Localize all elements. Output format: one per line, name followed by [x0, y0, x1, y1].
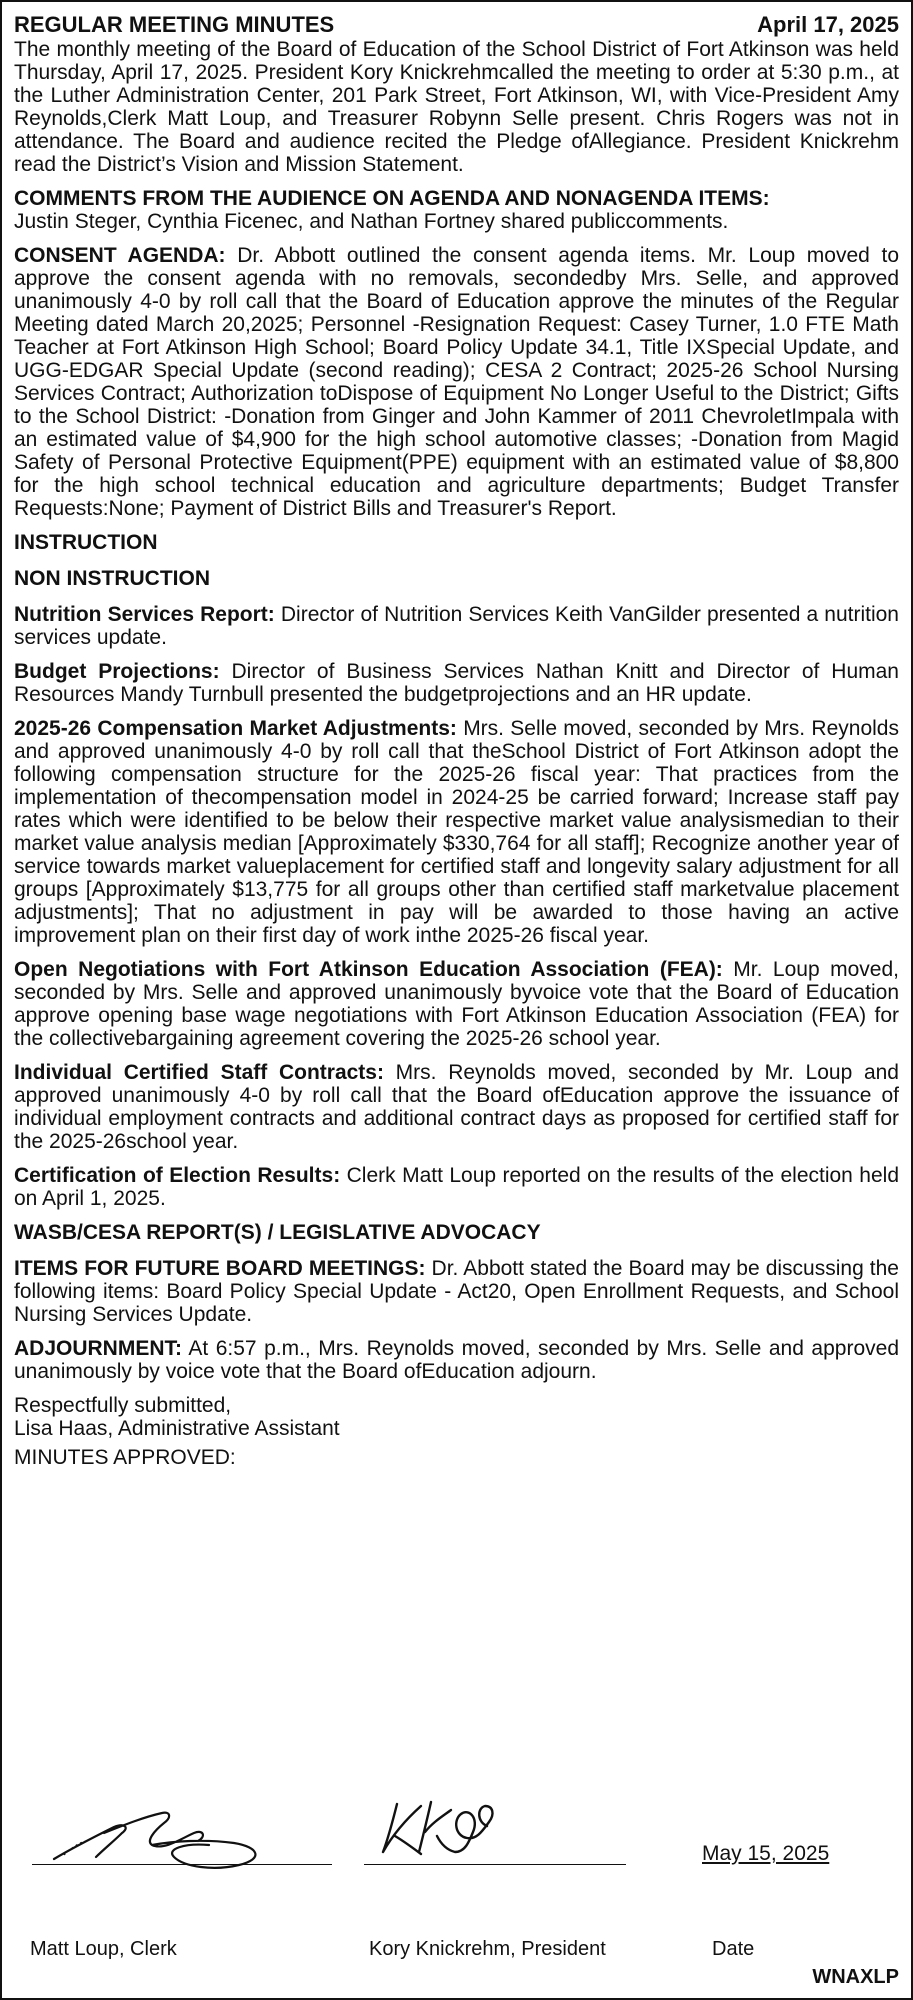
budget-section: [14, 660, 899, 706]
compensation-section: [14, 717, 899, 947]
contracts-text: Mrs. Reynolds moved, seconded by Mr. Loup and approved unanimously 4-0 by roll call that the Board ofEducation approve the issuance of individual employment contracts and additional contract days as proposed for certified staff for the 2025-26school year.: [14, 1061, 899, 1153]
president-signature: [369, 1792, 559, 1872]
election-text: Clerk Matt Loup reported on the results of the election held on April 1, 2025.: [14, 1164, 899, 1210]
negotiations-heading: Open Negotiations with Fort Atkinson Education Association (FEA):: [14, 958, 723, 981]
submitter-name: Lisa Haas, Administrative Assistant: [14, 1417, 340, 1440]
document-title: REGULAR MEETING MINUTES: [14, 12, 335, 37]
consent-section: [14, 244, 899, 520]
president-label: Kory Knickrehm, President: [369, 1938, 606, 1960]
clerk-signature-line: [32, 1864, 332, 1865]
intro-paragraph: The monthly meeting of the Board of Education of the School District of Fort Atkinson was held Thursday, April 17, 2025. President Kory Knickrehmcalled the meeting to order at 5:30 p.m., at the Luther Administration Center, 201 Park Street, Fort Atkinson, WI, with Vice-President Amy Reynolds,Clerk Matt Loup, and Treasurer Robynn Selle present. Chris Rogers was not in attendance. The Board and audience recited the Pledge ofAllegiance. President Knickrehm read the District’s Vision and Mission Statement.: [14, 38, 899, 176]
date-label: Date: [712, 1938, 755, 1960]
future-text: Dr. Abbott stated the Board may be discussing the following items: Board Policy Special Update - Act20, Open Enrollment Requests, and School Nursing Services Update.: [14, 1257, 899, 1326]
approval-date: May 15, 2025: [702, 1842, 830, 1865]
comments-heading: COMMENTS FROM THE AUDIENCE ON AGENDA AND NONAGENDA ITEMS:: [14, 187, 770, 210]
non-instruction-heading: NON INSTRUCTION: [14, 567, 210, 590]
signature-area: [14, 1792, 899, 1992]
president-signature-line: [364, 1864, 626, 1865]
document-header: [14, 12, 899, 37]
budget-text: Director of Business Services Nathan Knitt and Director of Human Resources Mandy Turnbull presented the budgetprojections and an HR update.: [14, 660, 899, 706]
clerk-label: Matt Loup, Clerk: [30, 1938, 177, 1960]
nutrition-text: Director of Nutrition Services Keith VanGilder presented a nutrition services update.: [14, 603, 899, 649]
negotiations-section: [14, 958, 899, 1050]
adjournment-text: At 6:57 p.m., Mrs. Reynolds moved, seconded by Mrs. Selle and approved unanimously by voice vote that the Board ofEducation adjourn.: [14, 1337, 899, 1383]
meeting-date: April 17, 2025: [757, 12, 899, 37]
compensation-text: Mrs. Selle moved, seconded by Mrs. Reynolds and approved unanimously 4-0 by roll call that theSchool District of Fort Atkinson adopt the following compensation structure for the 2025-26 fiscal year: That practices from the implementation of thecompensation model in 2024-25 be carried forward; Increase staff pay rates which were identified to be below their respective market value analysismedian to their market value analysis median [Approximately $330,764 for all staff]; Recognize another year of service towards market valueplacement for certified staff and longevity salary adjustment for all groups [Approximately $13,775 for all groups other than certified staff marketvalue placement adjustments]; That no adjustment in pay will be awarded to those having an active improvement plan on their first day of work inthe 2025-26 fiscal year.: [14, 717, 899, 947]
budget-heading: Budget Projections:: [14, 660, 220, 683]
comments-section: [14, 187, 899, 233]
consent-heading: CONSENT AGENDA:: [14, 244, 226, 267]
negotiations-text: Mr. Loup moved, seconded by Mrs. Selle and approved unanimously byvoice vote that the Board of Education approve opening base wage negotiations with Fort Atkinson Education Association (FEA) for the collectivebargaining agreement covering the 2025-26 school year.: [14, 958, 900, 1050]
nutrition-heading: Nutrition Services Report:: [14, 603, 275, 626]
nutrition-section: [14, 603, 899, 649]
adjournment-heading: ADJOURNMENT:: [14, 1337, 182, 1360]
election-heading: Certification of Election Results:: [14, 1164, 341, 1187]
closing-block: [14, 1394, 899, 1440]
future-heading: ITEMS FOR FUTURE BOARD MEETINGS:: [14, 1257, 426, 1280]
consent-text: Dr. Abbott outlined the consent agenda items. Mr. Loup moved to approve the consent agenda with no removals, secondedby Mrs. Selle, and approved unanimously 4-0 by roll call that the Board of Education approve the minutes of the Regular Meeting dated March 20,2025; Personnel -Resignation Request: Casey Turner, 1.0 FTE Math Teacher at Fort Atkinson High School; Board Policy Update 34.1, Title IXSpecial Update, and UGG-EDGAR Special Update (second reading); CESA 2 Contract; 2025-26 School Nursing Services Contract; Authorization toDispose of Equipment No Longer Useful to the District; Gifts to the School District: -Donation from Ginger and John Kammer of 2011 ChevroletImpala with an estimated value of $4,900 for the high school automotive classes; -Donation from Magid Safety of Personal Protective Equipment(PPE) equipment with an estimated value of $8,800 for the high school technical education and agriculture departments; Budget Transfer Requests:None; Payment of District Bills and Treasurer's Report.: [14, 244, 899, 520]
submitted-line: Respectfully submitted,: [14, 1394, 232, 1417]
contracts-section: [14, 1061, 899, 1153]
future-section: [14, 1257, 899, 1326]
contracts-heading: Individual Certified Staff Contracts:: [14, 1061, 384, 1084]
wasb-heading: WASB/CESA REPORT(S) / LEGISLATIVE ADVOCACY: [14, 1221, 541, 1244]
footer-code: WNAXLP: [812, 1966, 899, 1988]
minutes-approved-label: MINUTES APPROVED:: [14, 1446, 236, 1469]
clerk-signature: [34, 1797, 334, 1877]
instruction-heading: INSTRUCTION: [14, 531, 158, 554]
compensation-heading: 2025-26 Compensation Market Adjustments:: [14, 717, 457, 740]
adjournment-section: [14, 1337, 899, 1383]
election-section: [14, 1164, 899, 1210]
comments-text: Justin Steger, Cynthia Ficenec, and Nathan Fortney shared publiccomments.: [14, 210, 729, 233]
